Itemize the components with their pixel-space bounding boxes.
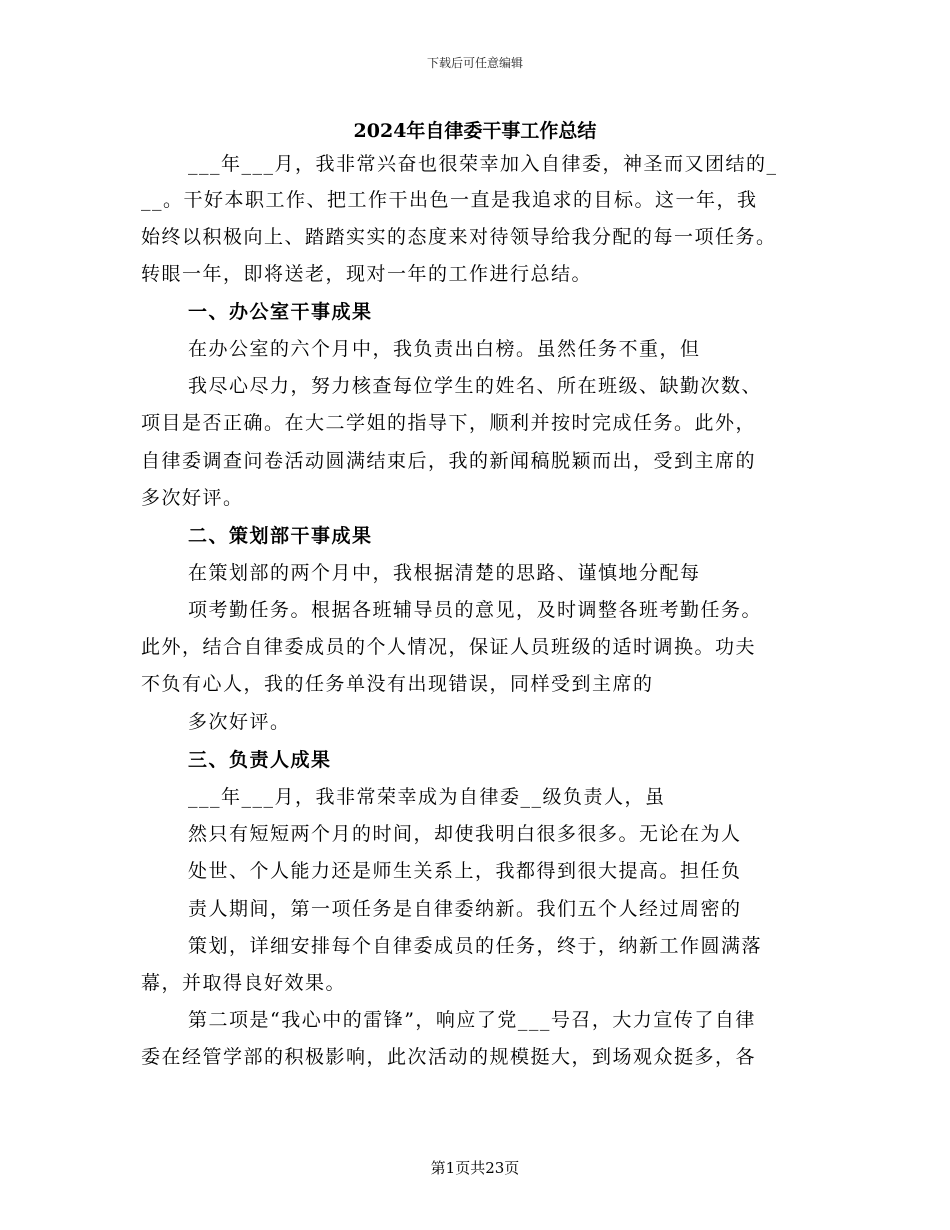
body-line: 幕，并取得良好效果。 <box>141 972 347 994</box>
body-line: 责人期间，第一项任务是自律委纳新。我们五个人经过周密的 <box>188 898 742 920</box>
body-line: 此外，结合自律委成员的个人情况，保证人员班级的适时调换。功夫 <box>141 636 757 658</box>
body-line: 在策划部的两个月中，我根据清楚的思路、谨慎地分配每 <box>188 562 701 584</box>
body-line: 委在经管学部的积极影响，此次活动的规模挺大，到场观众挺多，各 <box>141 1046 757 1068</box>
body-line: 处世、个人能力还是师生关系上，我都得到很大提高。担任负 <box>188 860 742 882</box>
body-line: 在办公室的六个月中，我负责出白榜。虽然任务不重，但 <box>188 338 701 360</box>
body-line: 项目是否正确。在大二学姐的指导下，顺利并按时完成任务。此外， <box>141 412 757 434</box>
body-line: 始终以积极向上、踏踏实实的态度来对待领导给我分配的每一项任务。 <box>141 226 777 248</box>
body-line: __。干好本职工作、把工作干出色一直是我追求的目标。这一年，我 <box>141 189 758 211</box>
body-line: 自律委调查问卷活动圆满结束后，我的新闻稿脱颖而出，受到主席的 <box>141 450 757 472</box>
document-title: 2024年自律委干事工作总结 <box>353 120 597 142</box>
page-number: 第1页共23页 <box>430 1159 520 1177</box>
section-heading: 一、办公室干事成果 <box>188 301 373 323</box>
section-heading: 三、负责人成果 <box>188 749 332 771</box>
body-line: 转眼一年，即将送老，现对一年的工作进行总结。 <box>141 263 593 285</box>
body-line: 策划，详细安排每个自律委成员的任务，终于，纳新工作圆满落 <box>188 935 763 957</box>
body-line: ___年___月，我非常荣幸成为自律委__级负责人，虽 <box>188 786 666 808</box>
body-line: 多次好评。 <box>188 711 291 733</box>
body-line: 第二项是“我心中的雷锋”，响应了党___号召，大力宣传了自律 <box>188 1009 756 1031</box>
body-line: 然只有短短两个月的时间，却使我明白很多很多。无论在为人 <box>188 823 742 845</box>
body-line: 不负有心人，我的任务单没有出现错误，同样受到主席的 <box>141 673 654 695</box>
section-heading: 二、策划部干事成果 <box>188 525 373 547</box>
body-line: 项考勤任务。根据各班辅导员的意见，及时调整各班考勤任务。 <box>188 599 763 621</box>
header-note: 下载后可任意编辑 <box>426 56 523 70</box>
body-line: 我尽心尽力，努力核查每位学生的姓名、所在班级、缺勤次数、 <box>188 375 763 397</box>
body-line: 多次好评。 <box>141 487 244 509</box>
body-line: ___年___月，我非常兴奋也很荣幸加入自律委，神圣而又团结的_ <box>188 153 778 175</box>
